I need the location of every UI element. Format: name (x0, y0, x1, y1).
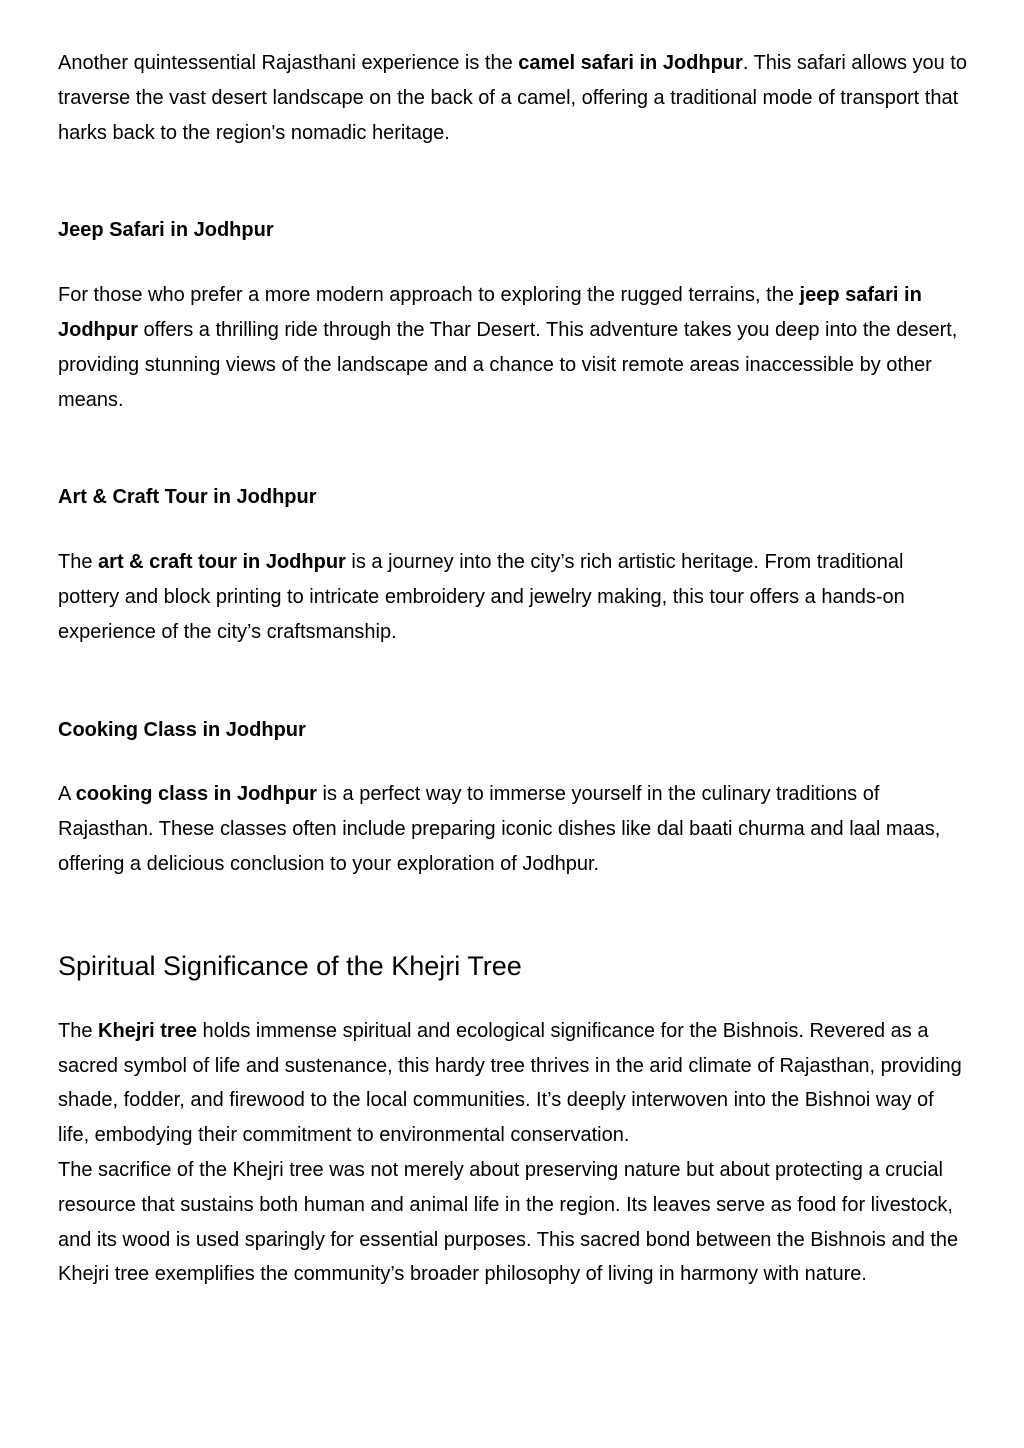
document-page (58, 46, 968, 1292)
cooking-class-text-end: is a perfect way to immerse yourself in the culinary traditions of Rajasthan. These classes often include preparing iconic dishes like dal baati churma and laal maas, offering a delicious conclusion to your exploration of Jodhpur. (58, 783, 941, 875)
camel-safari-text-end: . This safari allows you to traverse the vast desert landscape on the back of a camel, offering a traditional mode of transport that harks back to the region's nomadic heritage. (58, 52, 967, 144)
khejri-section-title: Spiritual Significance of the Khejri Tree (58, 950, 522, 981)
jeep-safari-text-start: For those who prefer a more modern approach to exploring the rugged terrains, the (58, 284, 800, 307)
khejri-paragraph-1 (58, 1014, 968, 1153)
khejri-paragraph-2: The sacrifice of the Khejri tree was not merely about preserving nature but about protecting a crucial resource that sustains both human and animal life in the region. Its leaves serve as food for livestock, and its wood is used sparingly for essential purposes. This sacred bond between the Bishnois and the Khejri tree exemplifies the community’s broader philosophy of living in harmony with nature. (58, 1158, 959, 1286)
camel-safari-paragraph (58, 46, 968, 150)
craft-tour-heading: Art & Craft Tour in Jodhpur (58, 486, 317, 509)
jeep-safari-heading: Jeep Safari in Jodhpur (58, 219, 274, 242)
craft-tour-bold: art & craft tour in Jodhpur (98, 551, 346, 574)
cooking-class-heading: Cooking Class in Jodhpur (58, 718, 306, 741)
cooking-class-bold: cooking class in Jodhpur (75, 783, 317, 806)
camel-safari-bold: camel safari in Jodhpur (518, 52, 743, 74)
khejri-text-start: The (58, 1019, 99, 1042)
craft-tour-text-start: The (58, 551, 99, 574)
craft-tour-paragraph (58, 545, 968, 649)
jeep-safari-text-end: offers a thrilling ride through the Thar Desert. This adventure takes you deep into the desert, providing stunning views of the landscape and a chance to visit remote areas inaccessible by other means. (58, 318, 958, 411)
jeep-safari-bold: jeep safari in Jodhpur (58, 284, 922, 341)
jeep-safari-paragraph (58, 278, 968, 417)
cooking-class-paragraph (58, 777, 968, 881)
cooking-class-text-start: A (58, 783, 76, 806)
khejri-bold: Khejri tree (98, 1019, 197, 1042)
craft-tour-text-end: is a journey into the city’s rich artistic heritage. From traditional pottery and block printing to intricate embroidery and jewelry making, this tour offers a hands-on experience of the city’s craftsmanship. (58, 551, 905, 643)
khejri-text-end: holds immense spiritual and ecological significance for the Bishnois. Revered as a sacred symbol of life and sustenance, this hardy tree thrives in the arid climate of Rajasthan, providing shade, fodder, and firewood to the local communities. It’s deeply interwoven into the Bishnoi way of life, embodying their commitment to environmental conservation. (58, 1019, 962, 1147)
camel-safari-text-start: Another quintessential Rajasthani experience is the (58, 52, 519, 74)
